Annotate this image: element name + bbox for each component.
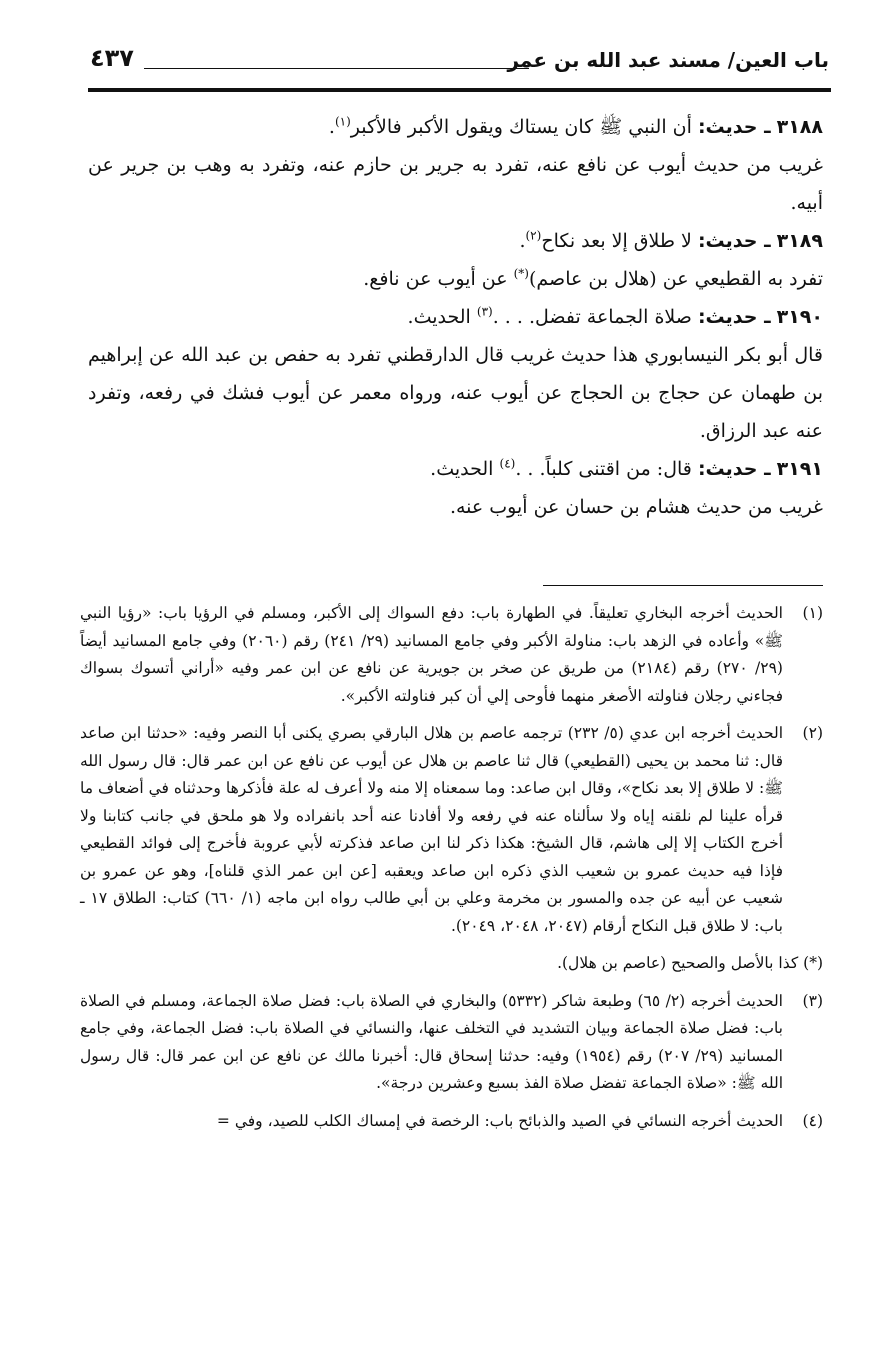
footnote-1 [80, 600, 823, 710]
hadith-text: لا طلاق إلا بعد نكاح [541, 230, 692, 252]
hadith-keyword: ـ حديث: [697, 116, 771, 138]
commentary-3191: غريب من حديث هشام بن حسان عن أيوب عنه. [449, 496, 823, 518]
footnote-text: الحديث أخرجه ابن عدي (٥/ ٢٣٢) ترجمه عاصم بن هلال البارقي بصري يكنى أبا النصر وفيه: «حدثنا ابن صاعد قال: ثنا محمد بن يحيى (القطيعي) قال ثنا عاصم بن هلال عن أيوب عن نافع عن ابن عمر قال: قال رسول الله ﷺ: لا طلاق إلا بعد نكاح»، وقال ابن صاعد: وما سمعناه إلا منه ولا أعرف له علة فأذكرها وحدثناه في أضعاف ما قرأه علينا لم نلقنه إياه ولا سألناه عنه في رفعه ولا أفادنا عنه أحد بانفراده ولا هو ملحق في جانب كتابنا ولا أخرج الكتاب إلا إلى هاشم، قال الشيخ: هكذا ذكر لنا ابن صاعد فذكرته لأبي عروبة فأخرج إلى فوائد القطيعي فإذا فيه حديث عمرو بن شعيب الذي ذكره ابن صاعد ويعقبه [عن ابن عمر الذي قلناه]، وهو عن عمرو بن شعيب عن أبيه عن جده والمسور بن مخرمة وعلي بن أبي طالب رواه ابن ماجه (١/ ٦٦٠) كتاب: الطلاق ١٧ ـ باب: لا طلاق قبل النكاح أرقام (٢٠٤٧، ٢٠٤٨، ٢٠٤٩). [80, 724, 784, 935]
hadith-3188 [88, 108, 823, 146]
footnote-number: (٢) [802, 724, 823, 742]
commentary-text-end: عن أيوب عن نافع. [363, 268, 508, 290]
commentary-3189 [88, 260, 823, 298]
footnote-ref: (١) [334, 114, 351, 129]
hadith-end: الحديث. [430, 458, 494, 480]
hadith-text: أن النبي ﷺ كان يستاك ويقول الأكبر فالأكبر [350, 116, 692, 138]
footnote-2 [80, 720, 823, 940]
footnote-ref: (٢) [525, 228, 542, 243]
running-head-title: باب العين/ مسند عبد الله بن عمر [507, 48, 829, 72]
page-number: ٤٣٧ [90, 44, 134, 72]
footnote-number: (٤) [802, 1111, 823, 1130]
hadith-3190 [88, 298, 823, 336]
hadith-number: ٣١٨٨ [776, 116, 823, 138]
hadith-text: قال: من اقتنى كلباً. . . [515, 458, 692, 480]
footnote-number: (١) [802, 604, 823, 622]
page-header [90, 40, 829, 86]
header-rule [88, 88, 831, 92]
footnote-separator [543, 585, 823, 586]
hadith-keyword: ـ حديث: [697, 458, 771, 480]
hadith-number: ٣١٩١ [776, 458, 823, 480]
hadith-number: ٣١٨٩ [776, 230, 823, 252]
footnote-asterisk: (*) كذا بالأصل والصحيح (عاصم بن هلال). [557, 954, 823, 972]
footnote-text: الحديث أخرجه النسائي في الصيد والذبائح باب: الرخصة في إمساك الكلب للصيد، وفي = [216, 1111, 783, 1130]
hadith-end: . [519, 230, 526, 252]
footnote-number: (٣) [802, 991, 823, 1010]
header-leader-line [144, 68, 529, 69]
commentary-3188: غريب من حديث أيوب عن نافع عنه، تفرد به جرير بن حازم عنه، وتفرد به وهب بن جرير عن أبيه. [88, 154, 823, 214]
commentary-text: تفرد به القطيعي عن (هلال بن عاصم) [529, 268, 823, 290]
hadith-3189 [88, 222, 823, 260]
hadith-keyword: ـ حديث: [697, 306, 771, 328]
footnote-text: الحديث أخرجه البخاري تعليقاً. في الطهارة باب: دفع السواك إلى الأكبر، ومسلم في الرؤيا باب: «رؤيا النبي ﷺ» وأعاده في الزهد باب: مناولة الأكبر وفي جامع المسانيد (٢٩/ ٢٤١) رقم (٢٠٦٠) وفي جامع المسانيد أيضاً (٢٩/ ٢٧٠) رقم (٢١٨٤) من طريق عن صخر بن جويرية عن نافع عن ابن عمر وفيه «أراني أتسوك بسواك فجاءني رجلان فناولته الأصغر منهما فأوحى إلي أن كبر فناولته الأكبر». [80, 604, 783, 705]
commentary-3190: قال أبو بكر النيسابوري هذا حديث غريب قال الدارقطني تفرد به حفص بن عبد الله عن إبراهيم بن طهمان عن حجاج بن الحجاج عن أيوب عنه، ورواه معمر عن أيوب فشك في رفعه، وتفرد عنه عبد الرزاق. [88, 344, 823, 442]
footnote-4 [80, 1108, 823, 1136]
main-text [88, 108, 823, 526]
footnotes [80, 600, 823, 1145]
footnote-ref: (٣) [476, 304, 493, 319]
hadith-keyword: ـ حديث: [697, 230, 771, 252]
footnote-text: الحديث أخرجه (٢/ ٦٥) وطبعة شاكر (٥٣٣٢) والبخاري في الصلاة باب: فضل صلاة الجماعة، ومسلم في الصلاة باب: فضل صلاة الجماعة وبيان التشديد في التخلف عنها، والنسائي في الصلاة باب: فضل الجماعة، وفي جامع المسانيد (٢٩/ ٢٠٧) رقم (١٩٥٤) وفيه: حدثنا إسحاق قال: أخبرنا مالك عن نافع عن ابن عمر قال: قال رسول الله ﷺ: «صلاة الجماعة تفضل صلاة الفذ بسبع وعشرين درجة». [80, 991, 783, 1092]
hadith-3191 [88, 450, 823, 488]
hadith-end: . [328, 116, 335, 138]
footnote-ref: (٤) [499, 456, 516, 471]
hadith-text: صلاة الجماعة تفضل. . . . [492, 306, 692, 328]
footnote-3 [80, 988, 823, 1098]
footnote-ref: (*) [513, 266, 529, 281]
hadith-end: الحديث. [407, 306, 471, 328]
hadith-number: ٣١٩٠ [776, 306, 823, 328]
